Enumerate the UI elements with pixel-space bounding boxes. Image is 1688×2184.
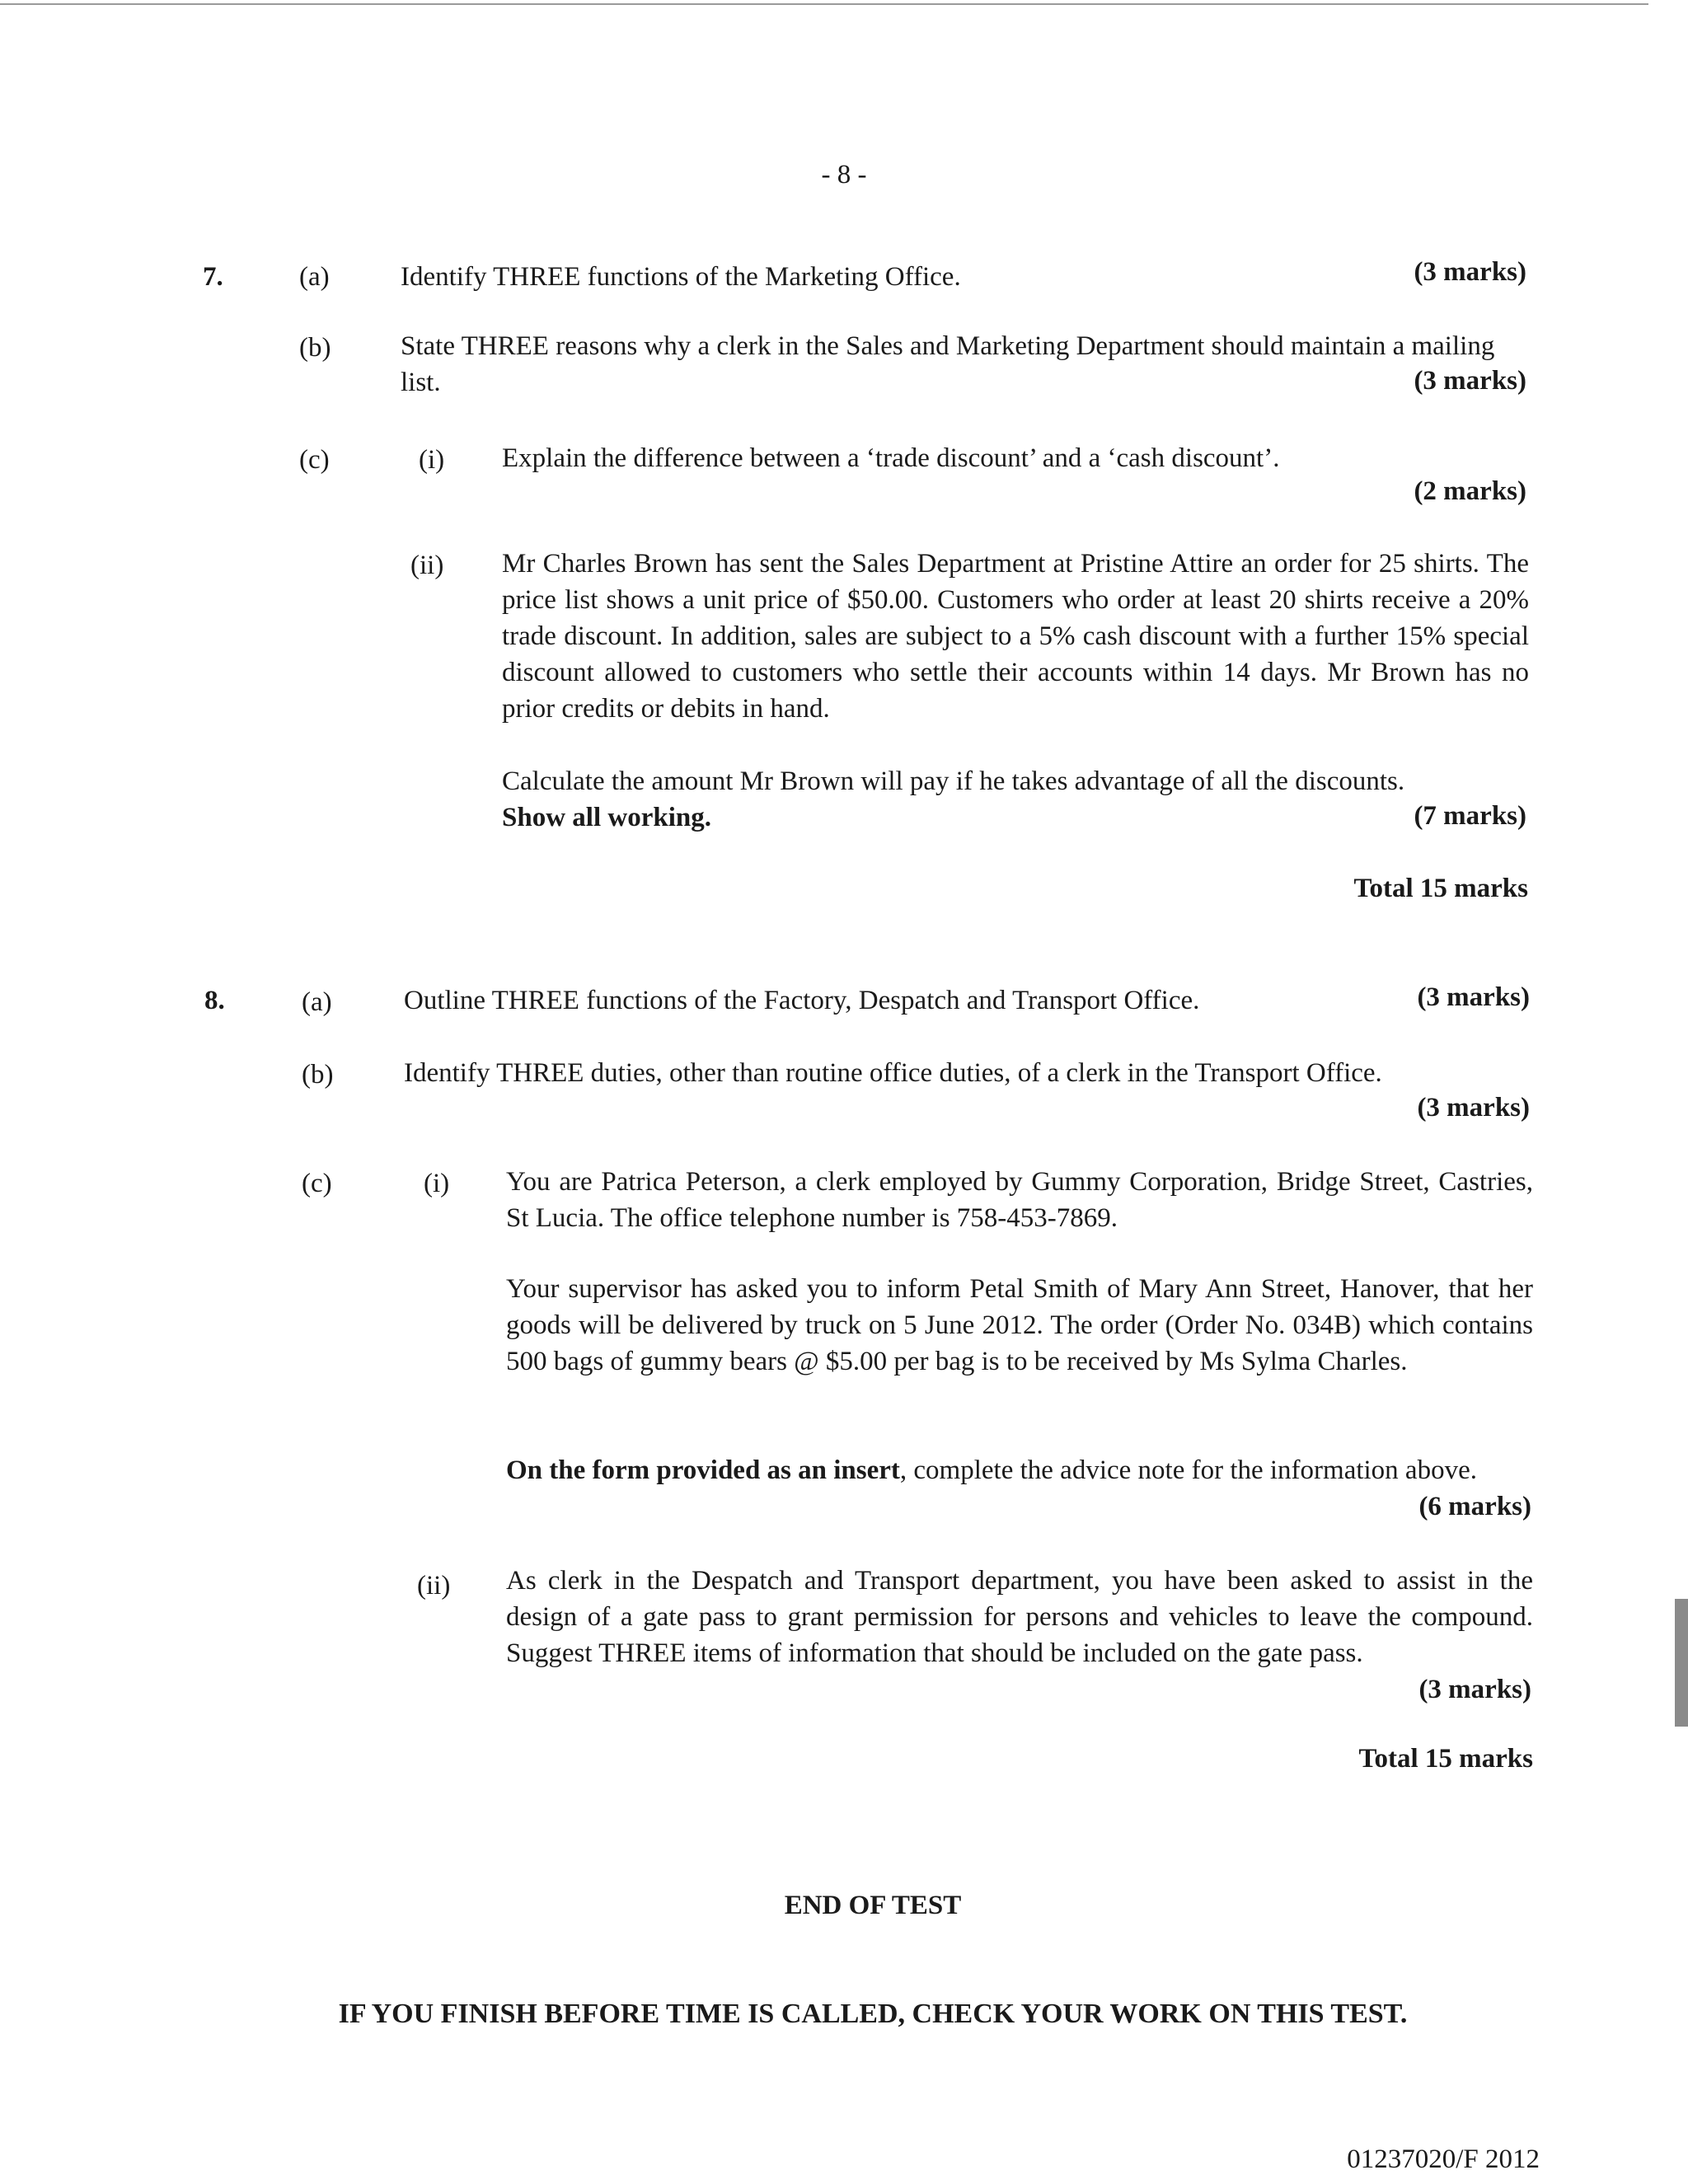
paper-code: 01237020/F 2012 xyxy=(1347,2144,1540,2174)
marks-label: (3 marks) xyxy=(1414,257,1526,287)
question-text: State THREE reasons why a clerk in the Sales and Marketing Department should maintain a mailing list. xyxy=(401,331,1495,397)
subpart-label: (ii) xyxy=(417,1571,451,1601)
instruction-text xyxy=(506,1452,1533,1488)
end-of-test: END OF TEST xyxy=(784,1891,962,1920)
question-text: You are Patrica Peterson, a clerk employed by Gummy Corporation, Bridge Street, Castries, St Lucia. The office telephone number is 758-453-7869. xyxy=(506,1167,1533,1233)
question-text: Explain the difference between a ‘trade discount’ and a ‘cash discount’. xyxy=(502,443,1280,473)
part-label: (b) xyxy=(299,333,331,363)
instruction-text: Calculate the amount Mr Brown will pay if he takes advantage of all the discounts. xyxy=(502,766,1405,796)
subpart-label: (ii) xyxy=(410,551,444,580)
part-label: (a) xyxy=(302,987,332,1017)
part-label: (c) xyxy=(299,445,330,475)
question-text: Mr Charles Brown has sent the Sales Department at Pristine Attire an order for 25 shirts. The price list shows a unit price of $50.00. Customers who order at least 20 shirts receive a 20% trade discount. In addition, sales are subject to a 5% cash discount with a further 15% special discount allowed to customers who settle their accounts within 14 days. Mr Brown has no prior credits or debits in hand. xyxy=(502,549,1529,724)
question-text: As clerk in the Despatch and Transport department, you have been asked to assist in the design of a gate pass to grant permission for persons and vehicles to leave the compound. Suggest THREE items of information that should be included on the gate pass. xyxy=(506,1566,1533,1668)
scan-top-border xyxy=(0,3,1648,5)
subpart-label: (i) xyxy=(424,1169,450,1198)
marks-label: (7 marks) xyxy=(1414,801,1526,831)
total-marks: Total 15 marks xyxy=(1358,1744,1533,1774)
marks-label: (2 marks) xyxy=(1414,476,1526,506)
question-text: Identify THREE duties, other than routine office duties, of a clerk in the Transport Office. xyxy=(404,1058,1382,1088)
finish-note: IF YOU FINISH BEFORE TIME IS CALLED, CHECK YOUR WORK ON THIS TEST. xyxy=(338,1999,1408,2029)
instruction-bold: Show all working. xyxy=(502,803,711,832)
total-marks: Total 15 marks xyxy=(1353,874,1528,903)
part-label: (a) xyxy=(299,262,330,292)
marks-label: (3 marks) xyxy=(1414,366,1526,396)
page-number: - 8 - xyxy=(821,160,867,190)
subpart-label: (i) xyxy=(419,445,445,475)
scan-edge-mark xyxy=(1675,1599,1688,1727)
part-label: (c) xyxy=(302,1169,332,1198)
instruction-rest: , complete the advice note for the information above. xyxy=(899,1455,1477,1485)
question-number: 7. xyxy=(203,262,223,292)
marks-label: (3 marks) xyxy=(1418,1675,1531,1704)
question-text: Identify THREE functions of the Marketing Office. xyxy=(401,262,961,292)
instruction-bold: On the form provided as an insert xyxy=(506,1455,900,1485)
part-label: (b) xyxy=(302,1060,334,1090)
question-text: Your supervisor has asked you to inform Petal Smith of Mary Ann Street, Hanover, that her goods will be delivered by truck on 5 June 2012. The order (Order No. 034B) which contains 500 bags of gummy bears @ $5.00 per bag is to be received by Ms Sylma Charles. xyxy=(506,1274,1533,1376)
marks-label: (3 marks) xyxy=(1417,1093,1530,1122)
marks-label: (3 marks) xyxy=(1417,982,1530,1012)
question-text: Outline THREE functions of the Factory, Despatch and Transport Office. xyxy=(404,986,1200,1015)
marks-label: (6 marks) xyxy=(1418,1492,1531,1521)
question-number: 8. xyxy=(204,986,225,1015)
